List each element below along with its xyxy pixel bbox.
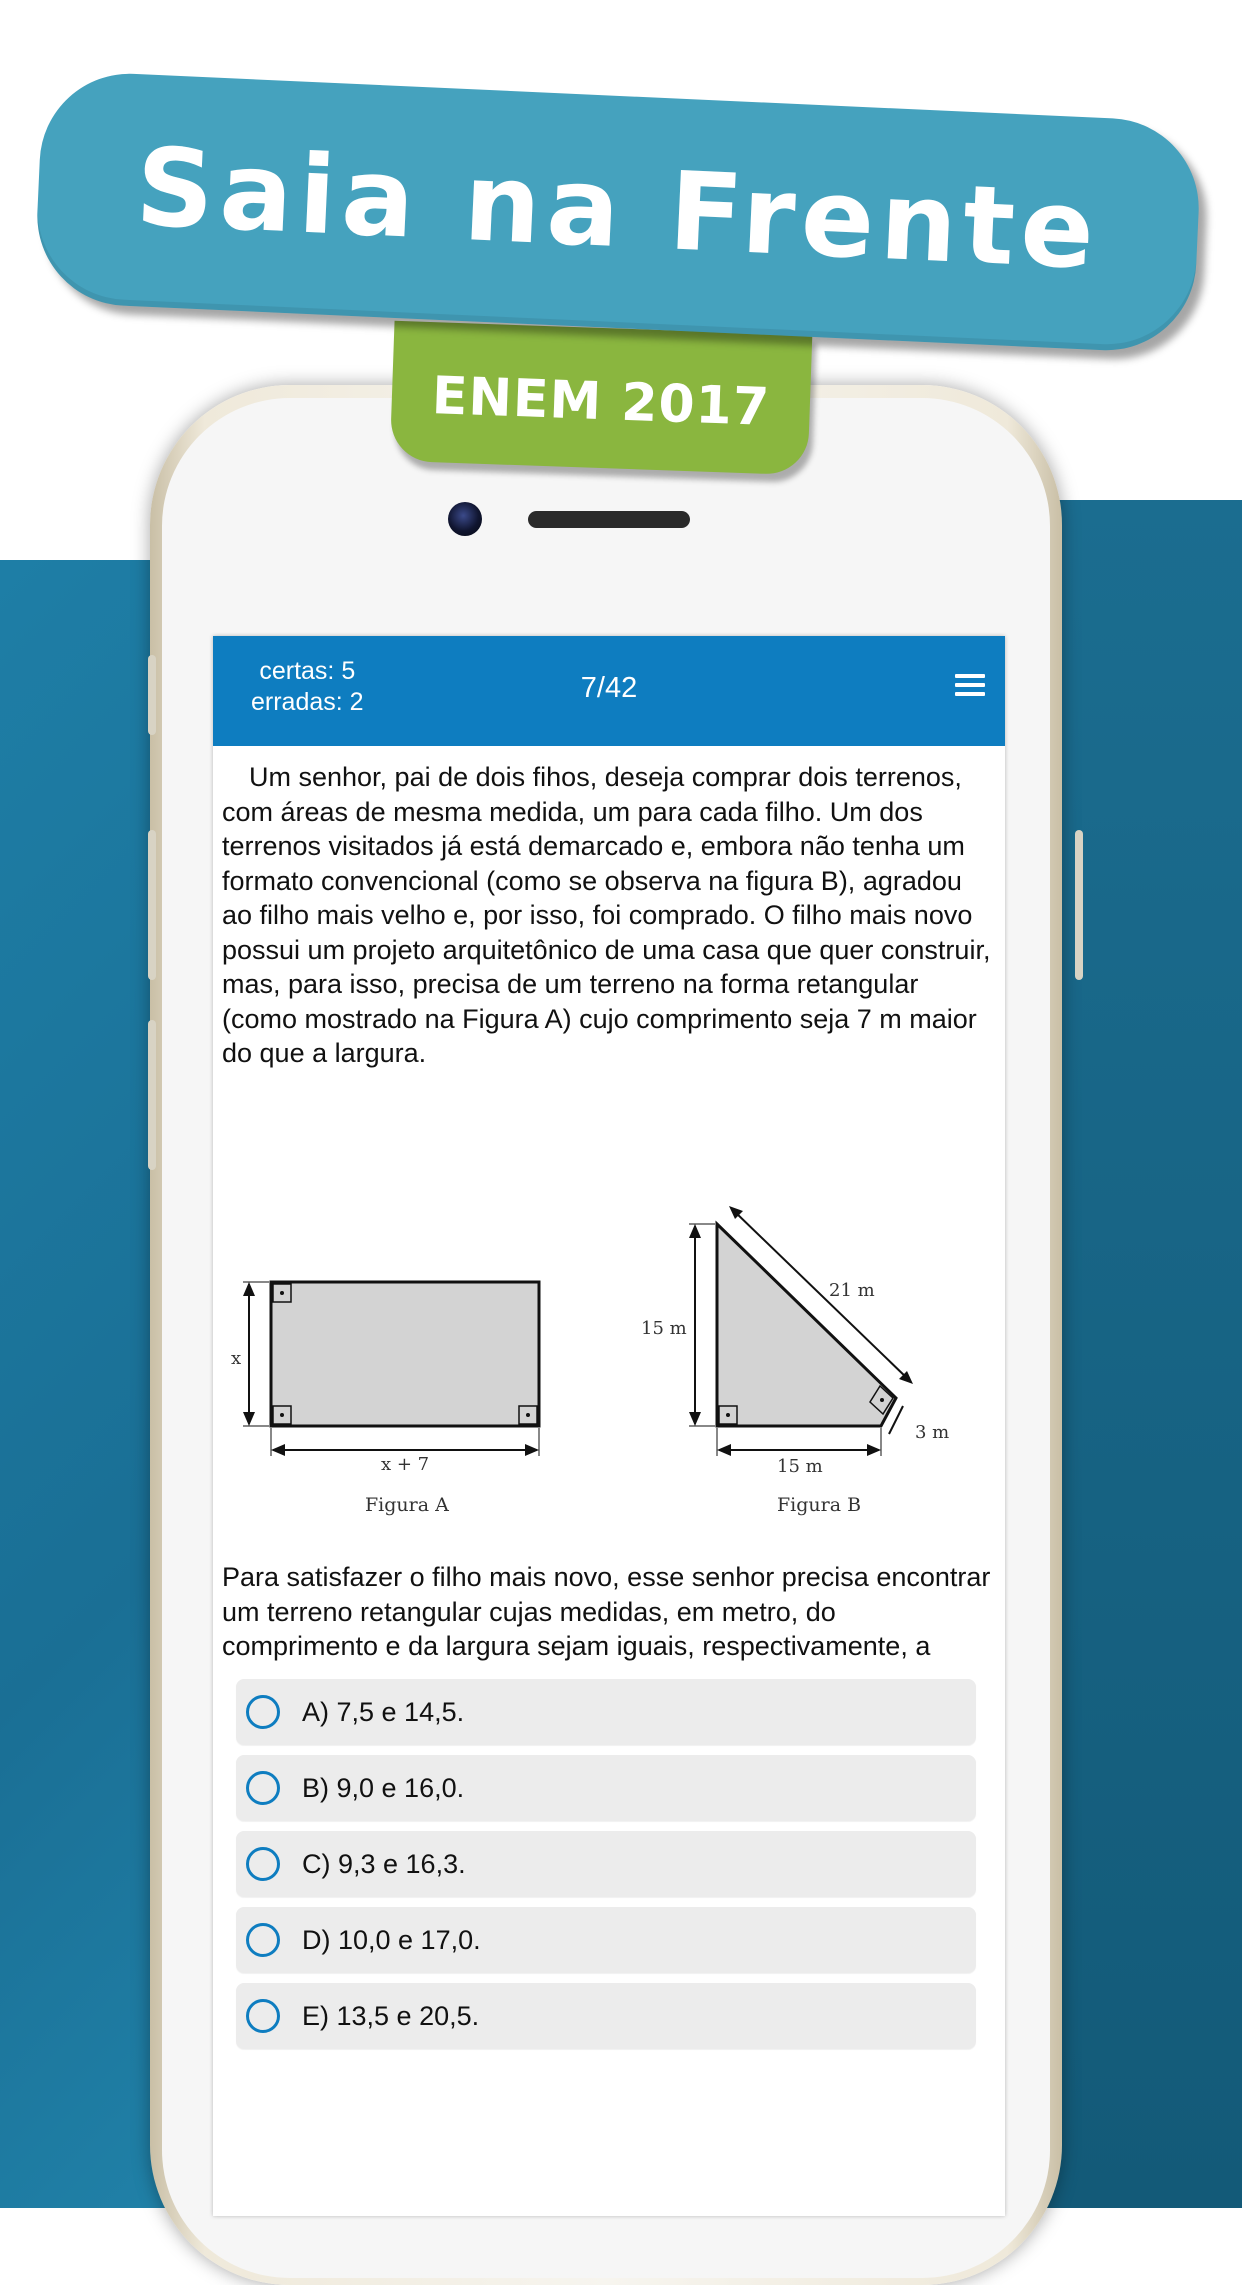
- quiz-header: [213, 636, 1005, 746]
- earpiece-speaker: [528, 511, 690, 528]
- question-prompt: Para satisfazer o filho mais novo, esse senhor precisa encontrar um terreno retangular cujas medidas, em metro, do comprimento e da largura sejam iguais, respectivamente, a: [222, 1562, 991, 1661]
- figure-a-caption: Figura A: [365, 1494, 449, 1516]
- option-label: C) 9,3 e 16,3.: [302, 1848, 466, 1879]
- figure-b-bottom-label: 15 m: [777, 1456, 823, 1476]
- option-label: D) 10,0 e 17,0.: [302, 1924, 481, 1955]
- phone-power-button: [1075, 830, 1083, 980]
- figure-b: [641, 1206, 949, 1476]
- question-text: Um senhor, pai de dois fihos, deseja comprar dois terrenos, com áreas de mesma medida, um para cada filho. Um dos terrenos visitados já está demarcado e, embora não tenha um formato convencional (como se observa na figura B), agradou ao filho mais velho e, por isso, foi comprado. O filho mais novo possui um projeto arquitetônico de uma casa que quer construir, mas, para isso, precisa de um terreno na forma retangular (como mostrado na Figura A) cujo comprimento seja 7 m maior do que a largura.: [222, 762, 991, 1068]
- figure-a: [231, 1282, 539, 1475]
- question-progress: 7/42: [580, 672, 638, 704]
- option-a[interactable]: [236, 1679, 976, 1745]
- phone-volume-down-button: [148, 1020, 156, 1170]
- radio-icon[interactable]: [246, 1695, 280, 1729]
- phone-side-button: [148, 655, 156, 735]
- radio-icon[interactable]: [246, 1999, 280, 2033]
- figure-a-side-label: x: [231, 1348, 242, 1369]
- figure-b-hyp-label: 21 m: [829, 1280, 875, 1301]
- figure-b-trapezoid: [717, 1224, 896, 1426]
- option-c[interactable]: [236, 1831, 976, 1897]
- hamburger-menu-icon[interactable]: [955, 674, 985, 700]
- question-figure: [213, 1176, 1005, 1476]
- figure-a-bottom-label: x + 7: [381, 1454, 430, 1475]
- option-b[interactable]: [236, 1755, 976, 1821]
- figure-b-height-label: 15 m: [641, 1318, 687, 1339]
- option-e[interactable]: [236, 1983, 976, 2049]
- enem-badge-label: ENEM 2017: [430, 366, 772, 438]
- figure-b-small-label: 3 m: [915, 1422, 950, 1443]
- phone-volume-up-button: [148, 830, 156, 980]
- radio-icon[interactable]: [246, 1923, 280, 1957]
- front-camera-icon: [448, 502, 482, 536]
- answer-options: [236, 1679, 976, 2059]
- option-label: E) 13,5 e 20,5.: [302, 2000, 480, 2031]
- radio-icon[interactable]: [246, 1771, 280, 1805]
- correct-count: certas: 5: [259, 657, 356, 685]
- figure-a-rectangle: [271, 1282, 539, 1426]
- option-d[interactable]: [236, 1907, 976, 1973]
- wrong-count: erradas: 2: [251, 688, 364, 716]
- option-label: B) 9,0 e 16,0.: [302, 1772, 465, 1803]
- radio-icon[interactable]: [246, 1847, 280, 1881]
- option-label: A) 7,5 e 14,5.: [302, 1696, 465, 1727]
- app-screen: [213, 636, 1005, 2216]
- figure-b-caption: Figura B: [777, 1494, 862, 1516]
- banner-title: Saia na Frente: [133, 125, 1103, 294]
